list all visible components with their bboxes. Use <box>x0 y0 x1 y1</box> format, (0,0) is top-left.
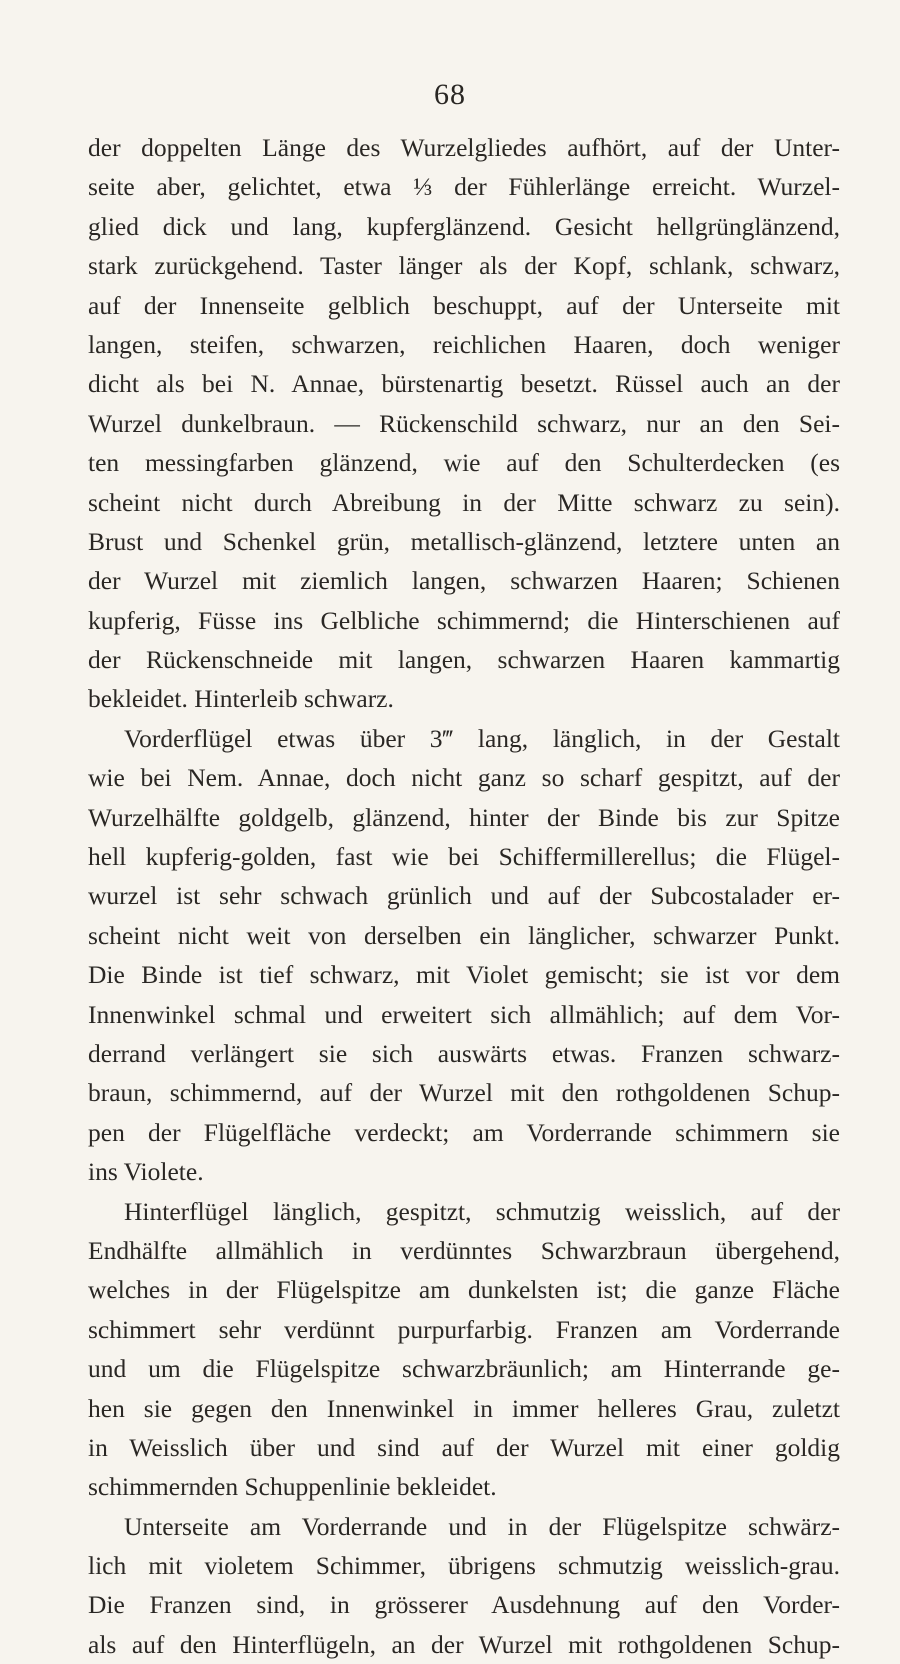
text-line: Innenwinkel schmal und erweitert sich allmählich; auf dem Vor- <box>88 999 840 1029</box>
text-line: hen sie gegen den Innenwinkel in immer helleres Grau, zuletzt <box>88 1393 840 1423</box>
text-line: der doppelten Länge des Wurzelgliedes aufhört, auf der Unter- <box>88 133 840 162</box>
paragraph-start-line: Vorderflügel etwas über 3‴ lang, länglich, in der Gestalt <box>124 723 840 753</box>
body-text <box>88 128 840 1664</box>
text-line: der Wurzel mit ziemlich langen, schwarzen Haaren; Schienen <box>88 566 840 596</box>
text-line: dicht als bei N. Annae, bürstenartig besetzt. Rüssel auch an der <box>88 369 840 399</box>
text-line: braun, schimmernd, auf der Wurzel mit den rothgoldenen Schup- <box>88 1078 840 1108</box>
text-line: wie bei Nem. Annae, doch nicht ganz so scharf gespitzt, auf der <box>88 763 840 793</box>
text-line: derrand verlängert sie sich auswärts etwas. Franzen schwarz- <box>88 1038 840 1068</box>
text-line: wurzel ist sehr schwach grünlich und auf der Subcostalader er- <box>88 881 840 911</box>
text-line: Brust und Schenkel grün, metallisch-glänzend, letztere unten an <box>88 526 840 556</box>
paragraph-start-line: Unterseite am Vorderrande und in der Flügelspitze schwärz- <box>124 1511 840 1541</box>
text-line: langen, steifen, schwarzen, reichlichen Haaren, doch weniger <box>88 329 840 359</box>
text-line: Die Binde ist tief schwarz, mit Violet gemischt; sie ist vor dem <box>88 960 840 990</box>
text-line: pen der Flügelfläche verdeckt; am Vorderrande schimmern sie <box>88 1117 840 1147</box>
text-line: und um die Flügelspitze schwarzbräunlich; am Hinterrande ge- <box>88 1354 840 1384</box>
text-line: hell kupferig-golden, fast wie bei Schiffermillerellus; die Flügel- <box>88 842 840 872</box>
text-line: Endhälfte allmählich in verdünntes Schwarzbraun übergehend, <box>88 1235 840 1265</box>
text-line: glied dick und lang, kupferglänzend. Gesicht hellgrünglänzend, <box>88 211 840 241</box>
text-line: in Weisslich über und sind auf der Wurzel mit einer goldig <box>88 1432 840 1462</box>
text-line: stark zurückgehend. Taster länger als der Kopf, schlank, schwarz, <box>88 251 840 281</box>
paragraph-start-line: Hinterflügel länglich, gespitzt, schmutzig weisslich, auf der <box>124 1196 840 1226</box>
text-line: der Rückenschneide mit langen, schwarzen Haaren kammartig <box>88 645 840 675</box>
text-line: Wurzelhälfte goldgelb, glänzend, hinter der Binde bis zur Spitze <box>88 802 840 832</box>
text-line: seite aber, gelichtet, etwa ⅓ der Fühlerlänge erreicht. Wurzel- <box>88 172 840 202</box>
text-line: scheint nicht weit von derselben ein länglicher, schwarzer Punkt. <box>88 920 840 950</box>
text-line: Wurzel dunkelbraun. — Rückenschild schwarz, nur an den Sei- <box>88 408 840 438</box>
page-number: 68 <box>434 78 466 111</box>
text-line: scheint nicht durch Abreibung in der Mitte schwarz zu sein). <box>88 487 840 517</box>
text-line: ten messingfarben glänzend, wie auf den Schulterdecken (es <box>88 448 840 478</box>
text-line: als auf den Hinterflügeln, an der Wurzel mit rothgoldenen Schup- <box>88 1629 840 1659</box>
text-line: welches in der Flügelspitze am dunkelsten ist; die ganze Fläche <box>88 1275 840 1305</box>
text-line: kupferig, Füsse ins Gelbliche schimmernd; die Hinterschienen auf <box>88 605 840 635</box>
text-line: lich mit violetem Schimmer, übrigens schmutzig weisslich-grau. <box>88 1551 840 1581</box>
text-line: auf der Innenseite gelblich beschuppt, auf der Unterseite mit <box>88 290 840 320</box>
text-line: Die Franzen sind, in grösserer Ausdehnung auf den Vorder- <box>88 1590 840 1620</box>
text-line: schimmert sehr verdünnt purpurfarbig. Franzen am Vorderrande <box>88 1314 840 1344</box>
paragraph-end-line: schimmernden Schuppenlinie bekleidet. <box>88 1472 497 1502</box>
paragraph-end-line: ins Violete. <box>88 1157 204 1187</box>
paragraph-end-line: bekleidet. Hinterleib schwarz. <box>88 684 394 714</box>
